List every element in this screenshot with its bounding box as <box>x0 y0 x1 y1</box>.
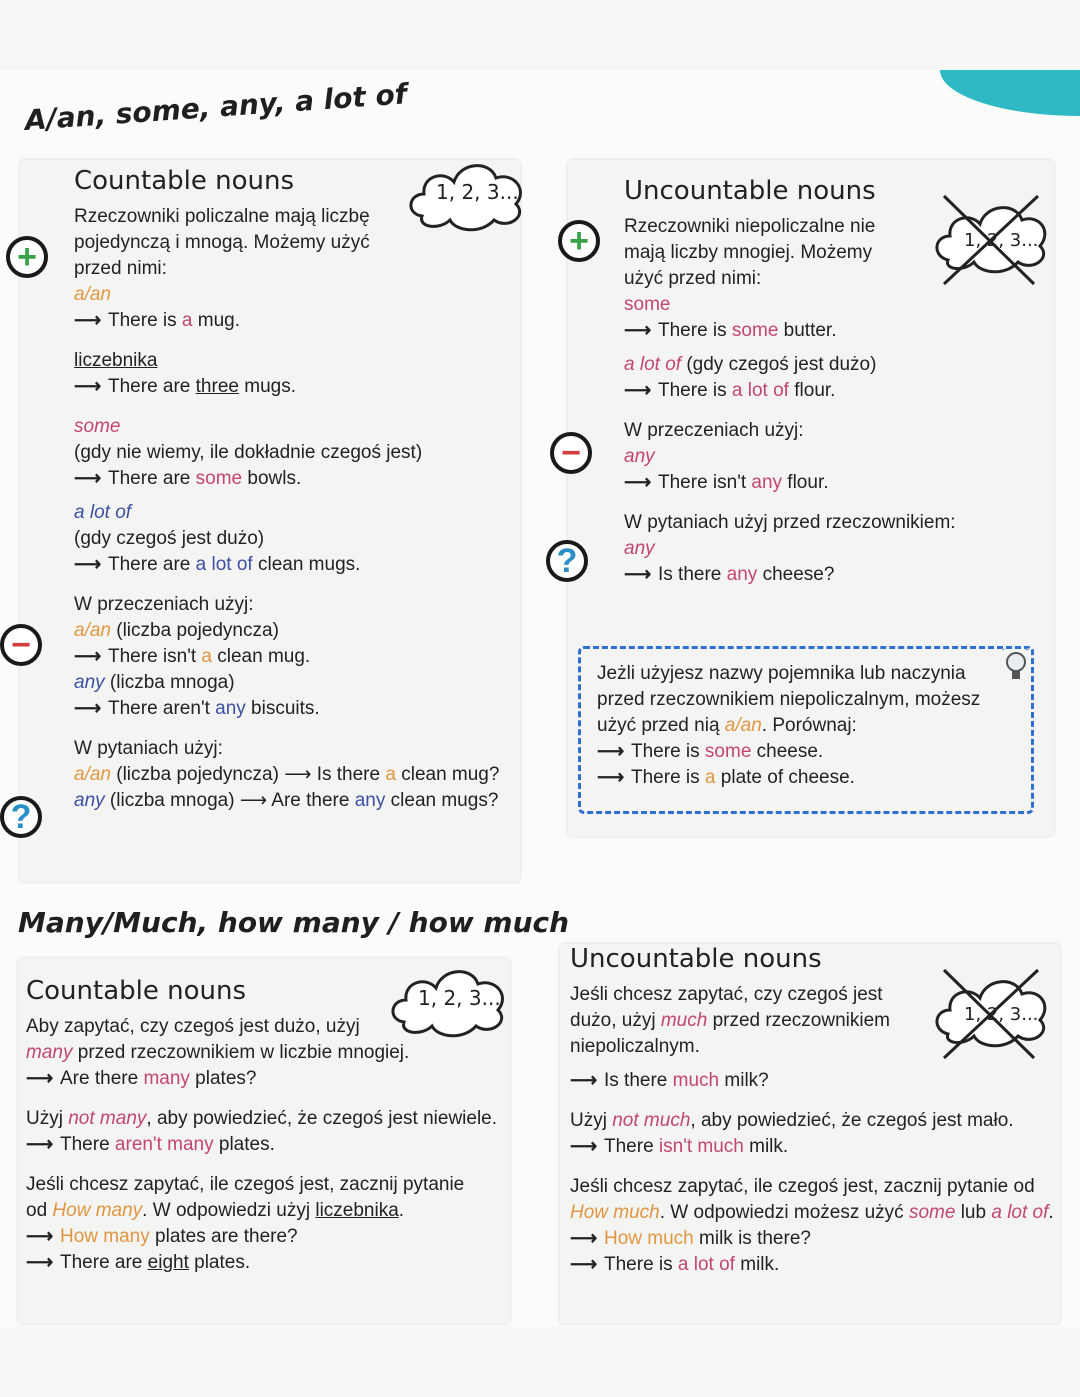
arrow-icon: ⟶ <box>597 767 625 788</box>
example-lot-of-milk: ⟶ There is a lot of milk. <box>570 1252 1054 1278</box>
example-some-bowls: ⟶ There are some bowls. <box>74 466 504 492</box>
label-a-an: a/an <box>74 284 111 305</box>
countable-intro: Rzeczowniki policzalne mają liczbę pojedynczą i mnogą. Możemy użyć przed nimi: <box>74 206 370 279</box>
example-isnt-any-flour: ⟶ There isn't any flour. <box>624 470 924 496</box>
para-many-1: Aby zapytać, czy czegoś jest dużo, użyj <box>26 1016 360 1037</box>
arrow-icon: ⟶ <box>74 468 102 489</box>
example-arent-any-biscuits: ⟶ There aren't any biscuits. <box>74 696 504 722</box>
question-any: any (liczba mnoga) ⟶ Are there any clean mugs? <box>74 790 499 811</box>
tip-note-box <box>578 646 1034 814</box>
example-some-butter: ⟶ There is some butter. <box>624 318 924 344</box>
example-there-is-a-mug: ⟶ There is a mug. <box>74 308 504 334</box>
arrow-icon: ⟶ <box>74 646 102 667</box>
uncountable-heading-2: Uncountable nouns <box>570 944 822 974</box>
uncountable-intro: Rzeczowniki niepoliczalne nie mają liczby mnogiej. Możemy użyć przed nimi: <box>624 216 876 289</box>
question-intro: W pytaniach użyj: <box>74 738 223 759</box>
countable-heading-2: Countable nouns <box>26 976 247 1006</box>
example-arent-many-plates: ⟶ There aren't many plates. <box>26 1132 502 1158</box>
para-not-many: Użyj not many, aby powiedzieć, że czegoś jest niewiele. <box>26 1108 498 1129</box>
label-some: some <box>74 416 121 437</box>
question-icon: ? <box>546 540 588 582</box>
note-some: (gdy nie wiemy, ile dokładnie czegoś jest) <box>74 442 423 463</box>
minus-icon: − <box>550 432 592 474</box>
para-how-many-2: od How many. W odpowiedzi użyj liczebnika. <box>26 1200 405 1221</box>
arrow-icon: ⟶ <box>74 376 102 397</box>
arrow-icon: ⟶ <box>26 1134 54 1155</box>
arrow-icon: ⟶ <box>570 1254 598 1275</box>
label-some: some <box>624 294 671 315</box>
arrow-icon: ⟶ <box>624 380 652 401</box>
note-line-2: przed rzeczownikiem niepoliczalnym, możesz <box>597 689 981 710</box>
label-liczebnika: liczebnika <box>74 350 158 371</box>
note-example-some-cheese: ⟶ There is some cheese. <box>597 739 1013 765</box>
example-how-much-milk: ⟶ How much milk is there? <box>570 1226 1054 1252</box>
para-much-3: niepoliczalnym. <box>570 1036 700 1057</box>
arrow-icon: ⟶ <box>624 564 652 585</box>
para-how-many-1: Jeśli chcesz zapytać, ile czegoś jest, zacznij pytanie <box>26 1174 465 1195</box>
example-how-many-plates: ⟶ How many plates are there? <box>26 1224 502 1250</box>
cloud-countable-text: 1, 2, 3... <box>418 986 501 1010</box>
note-line-1: Jeżli użyjesz nazwy pojemnika lub naczynia <box>597 663 966 684</box>
question-a-an: a/an (liczba pojedyncza) ⟶ Is there a clean mug? <box>74 764 500 785</box>
label-any: any <box>624 538 655 559</box>
example-much-milk: ⟶ Is there much milk? <box>570 1068 1054 1094</box>
arrow-icon: ⟶ <box>284 764 312 785</box>
label-any: any <box>624 446 655 467</box>
para-how-much-2: How much. W odpowiedzi możesz użyć some lub a lot of. <box>570 1202 1054 1223</box>
arrow-icon: ⟶ <box>570 1070 598 1091</box>
countable-nouns-block <box>74 166 504 814</box>
example-is-there-any-cheese: ⟶ Is there any cheese? <box>624 562 924 588</box>
question-intro: W pytaniach użyj przed rzeczownikiem: <box>624 512 956 533</box>
lightbulb-icon <box>1002 648 1030 688</box>
arrow-icon: ⟶ <box>26 1252 54 1273</box>
uncountable-heading: Uncountable nouns <box>624 176 876 206</box>
para-many-2: many przed rzeczownikiem w liczbie mnogiej. <box>26 1042 410 1063</box>
arrow-icon: ⟶ <box>624 320 652 341</box>
example-three-mugs: ⟶ There are three mugs. <box>74 374 504 400</box>
plus-icon: + <box>6 236 48 278</box>
arrow-icon: ⟶ <box>74 310 102 331</box>
note-example-plate-of-cheese: ⟶ There is a plate of cheese. <box>597 765 1013 791</box>
crossed-cloud-text: 1, 2, 3... <box>964 1004 1039 1025</box>
section-title-many-much: Many/Much, how many / how much <box>18 906 570 939</box>
para-not-much: Użyj not much, aby powiedzieć, że czegoś jest mało. <box>570 1110 1014 1131</box>
uncountable-nouns-block <box>624 176 956 588</box>
negative-a-an: a/an (liczba pojedyncza) <box>74 620 279 641</box>
example-isnt-much-milk: ⟶ There isn't much milk. <box>570 1134 1054 1160</box>
crossed-cloud-text: 1, 2, 3... <box>964 230 1039 251</box>
plus-icon: + <box>558 220 600 262</box>
note-a-lot-of: (gdy czegoś jest dużo) <box>74 528 265 549</box>
negative-any: any (liczba mnoga) <box>74 672 235 693</box>
arrow-icon: ⟶ <box>570 1136 598 1157</box>
negative-intro: W przeczeniach użyj: <box>624 420 804 441</box>
example-eight-plates: ⟶ There are eight plates. <box>26 1250 502 1276</box>
label-a-lot-of: a lot of <box>74 502 132 523</box>
countable-heading: Countable nouns <box>74 166 295 196</box>
section-title-articles: A/an, some, any, a lot of <box>23 77 408 137</box>
para-much-2: dużo, użyj much przed rzeczownikiem <box>570 1010 890 1031</box>
arrow-icon: ⟶ <box>74 698 102 719</box>
note-line-3: użyć przed nią a/an. Porównaj: <box>597 715 857 736</box>
arrow-icon: ⟶ <box>26 1068 54 1089</box>
minus-icon: − <box>0 624 42 666</box>
para-much-1: Jeśli chcesz zapytać, czy czegoś jest <box>570 984 883 1005</box>
arrow-icon: ⟶ <box>239 790 268 811</box>
example-many-plates: ⟶ Are there many plates? <box>26 1066 502 1092</box>
negative-intro: W przeczeniach użyj: <box>74 594 254 615</box>
cloud-countable-text: 1, 2, 3... <box>436 180 519 204</box>
para-how-much-1: Jeśli chcesz zapytać, ile czegoś jest, zacznij pytanie od <box>570 1176 1035 1197</box>
example-lot-of-mugs: ⟶ There are a lot of clean mugs. <box>74 552 504 578</box>
question-icon: ? <box>0 796 42 838</box>
arrow-icon: ⟶ <box>570 1228 598 1249</box>
label-a-lot-of: a lot of (gdy czegoś jest dużo) <box>624 354 877 375</box>
arrow-icon: ⟶ <box>624 472 652 493</box>
example-isnt-a-mug: ⟶ There isn't a clean mug. <box>74 644 504 670</box>
arrow-icon: ⟶ <box>26 1226 54 1247</box>
arrow-icon: ⟶ <box>597 741 625 762</box>
arrow-icon: ⟶ <box>74 554 102 575</box>
example-lot-of-flour: ⟶ There is a lot of flour. <box>624 378 924 404</box>
